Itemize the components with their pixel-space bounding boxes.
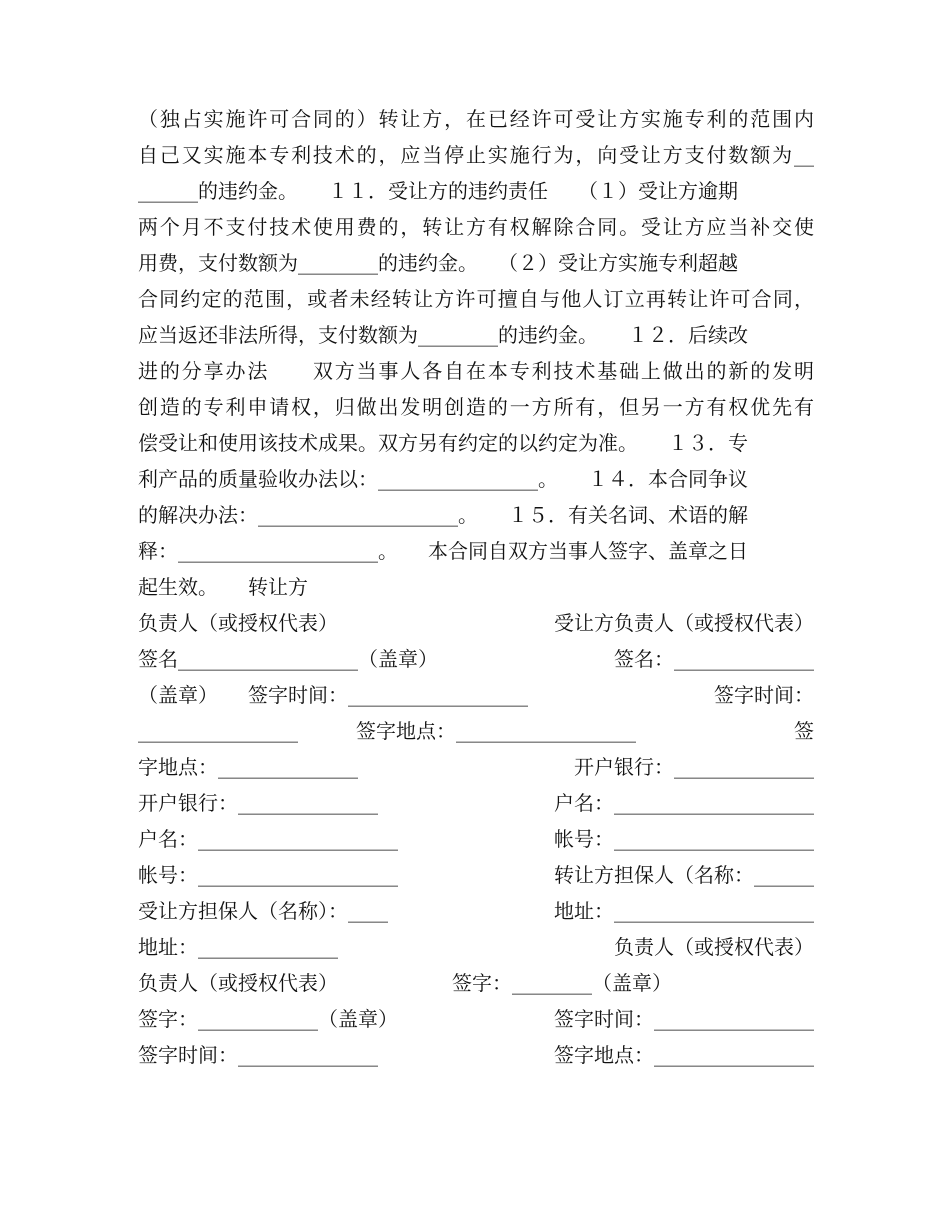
paragraph-line: 利产品的质量验收办法以：________________。 １４．本合同争议	[138, 467, 748, 491]
signature-row	[138, 749, 814, 785]
transferor-signature-field: 签名__________________（盖章）	[138, 647, 438, 671]
paragraph-line: （独占实施许可合同的）转让方，在已经许可受让方实施专利的范围内	[138, 107, 814, 131]
transferee-account-name-field: 户名：____________________	[138, 827, 398, 851]
transferor-account-number-field: 帐号：____________________	[554, 827, 814, 851]
signature-row	[138, 713, 814, 749]
transferee-sign-time-blank: ________________	[138, 719, 298, 743]
transferee-guarantor-address-field: 地址：______________	[138, 935, 338, 959]
paragraph-line: 起生效。 转让方	[138, 575, 308, 599]
transferee-guarantor-representative-label: 负责人（或授权代表）	[138, 971, 338, 995]
signature-row	[138, 677, 814, 713]
signature-row	[138, 1001, 814, 1037]
transferee-guarantor-field: 受让方担保人（名称）：____	[138, 899, 388, 923]
paragraph-line: 用费，支付数额为________的违约金。 （２）受让方实施专利超越	[138, 251, 738, 275]
signature-row	[138, 1037, 814, 1073]
transferor-representative-label: 负责人（或授权代表）	[138, 611, 338, 635]
paragraph-line: 合同约定的范围，或者未经转让方许可擅自与他人订立再转让许可合同，	[138, 287, 814, 311]
paragraph-line: 偿受让和使用该技术成果。双方另有约定的以约定为准。 １３．专	[138, 431, 748, 455]
paragraph-line: 自己又实施本专利技术的，应当停止实施行为，向受让方支付数额为__	[138, 143, 814, 167]
transferor-guarantor-representative-label: 负责人（或授权代表）	[614, 935, 814, 959]
transferor-bank-field: 开户银行：______________	[574, 755, 814, 779]
transferor-guarantor-sign-time-field: 签字时间：________________	[554, 1007, 814, 1031]
transferee-sign-place-field: 字地点：______________	[138, 755, 358, 779]
paragraph-line: 的解决办法：____________________。 １５．有关名词、术语的解	[138, 503, 748, 527]
transferor-account-name-field: 户名：____________________	[554, 791, 814, 815]
signature-row	[138, 605, 814, 641]
paragraph-line: 应当返还非法所得，支付数额为________的违约金。 １２．后续改	[138, 323, 748, 347]
transferee-signature-field: 签名：______________	[614, 647, 814, 671]
transferee-guarantor-sign-time-field: 签字时间：______________	[138, 1043, 378, 1067]
paragraph-line: ______的违约金。 １１．受让方的违约责任 （１）受让方逾期	[138, 179, 738, 203]
transferee-representative-label: 受让方负责人（或授权代表）	[554, 611, 814, 635]
paragraph-line: 进的分享办法 双方当事人各自在本专利技术基础上做出的新的发明	[138, 359, 814, 383]
transferor-guarantor-field: 转让方担保人（名称：______	[554, 863, 814, 887]
signature-row	[138, 821, 814, 857]
transferor-guarantor-sign-place-field: 签字地点：________________	[554, 1043, 814, 1067]
signature-row	[138, 965, 814, 1001]
signature-row	[138, 929, 814, 965]
paragraph-line: 两个月不支付技术使用费的，转让方有权解除合同。受让方应当补交使	[138, 215, 814, 239]
transferor-guarantor-address-field: 地址：____________________	[554, 899, 814, 923]
signature-row	[138, 641, 814, 677]
transferee-bank-field: 开户银行：______________	[138, 791, 378, 815]
transferee-account-number-field: 帐号：____________________	[138, 863, 398, 887]
transferee-sign-time-label: 签字时间：	[714, 683, 814, 707]
signature-row	[138, 785, 814, 821]
signature-row	[138, 857, 814, 893]
transferor-sign-time-field: （盖章） 签字时间：__________________	[138, 683, 528, 707]
transferee-guarantor-signature-field: 签字：____________（盖章）	[138, 1007, 398, 1031]
paragraph-line: 创造的专利申请权，归做出发明创造的一方所有，但另一方有权优先有	[138, 395, 814, 419]
signature-row	[138, 893, 814, 929]
transferor-sign-place-field: 签字地点：__________________	[356, 719, 636, 743]
transferee-sign-place-start: 签	[794, 719, 814, 743]
paragraph-line: 释：____________________。 本合同自双方当事人签字、盖章之日	[138, 539, 748, 563]
transferor-guarantor-signature-field: 签字：________（盖章）	[452, 971, 672, 995]
